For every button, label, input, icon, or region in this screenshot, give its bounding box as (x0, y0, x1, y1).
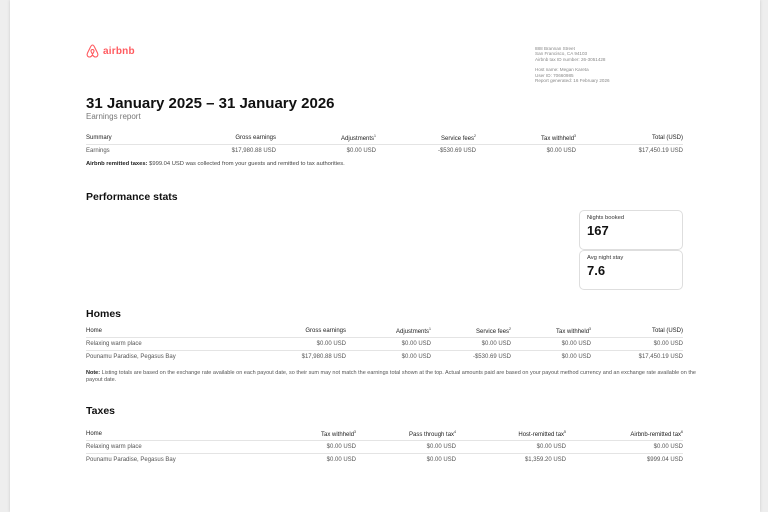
nights-booked-label: Nights booked (587, 215, 625, 221)
report-subtitle: Earnings report (86, 112, 141, 121)
avg-night-stay-label: Avg night stay (587, 255, 624, 261)
performance-title: Performance stats (86, 191, 178, 203)
table-cell: Relaxing warm place (86, 337, 236, 350)
table-cell: $0.00 USD (426, 456, 456, 463)
table-cell: $0.00 USD (401, 353, 431, 360)
taxes-col-header: Pass through tax$^4$ (356, 428, 456, 440)
table-cell: Relaxing warm place (86, 440, 256, 453)
summary-table (86, 132, 683, 157)
homes-col-header: Total (USD) (591, 325, 683, 337)
nights-booked-card (579, 210, 683, 250)
homes-note (86, 370, 696, 383)
host-name: Host name: Megan Kareta (535, 67, 589, 73)
table-row (86, 453, 683, 466)
airbnb-logo (86, 44, 135, 58)
report-generated: Report generated: 16 February 2026 (535, 78, 610, 84)
summary-col-header: Summary (86, 132, 166, 144)
table-cell: $0.00 USD (236, 337, 346, 350)
homes-table (86, 325, 683, 363)
table-row (86, 440, 683, 453)
table-cell: $999.04 USD (646, 456, 683, 463)
homes-header-row (86, 325, 683, 337)
summary-col-header: Tax withheld$^3$ (476, 132, 576, 144)
brand-name: airbnb (103, 45, 135, 57)
taxes-col-header: Home (86, 428, 256, 440)
table-cell: -$530.69 USD (472, 353, 511, 360)
table-cell: Earnings (86, 147, 110, 154)
table-row (86, 350, 683, 363)
tax-id: Airbnb tax ID number: 26-3051428 (535, 56, 606, 62)
summary-col-header: Adjustments$^1$ (276, 132, 376, 144)
homes-col-header: Service fees$^2$ (431, 325, 511, 337)
homes-col-header: Home (86, 325, 236, 337)
taxes-col-header: Airbnb-remitted tax$^6$ (566, 428, 683, 440)
table-cell: $0.00 USD (346, 147, 376, 154)
table-cell: $17,980.88 USD (231, 147, 276, 154)
taxes-col-header: Tax withheld$^3$ (256, 428, 356, 440)
address-line1: 888 Brannan Street (535, 46, 575, 51)
table-cell: Pounamu Paradise, Pegasus Bay (86, 456, 176, 463)
table-row (86, 144, 683, 157)
homes-col-header: Adjustments$^1$ (346, 325, 431, 337)
taxes-title: Taxes (86, 405, 115, 417)
summary-col-header: Service fees$^2$ (376, 132, 476, 144)
avg-night-stay-card (579, 250, 683, 290)
table-cell: $0.00 USD (456, 440, 566, 453)
table-cell: -$530.69 USD (437, 147, 476, 154)
airbnb-logo-icon (86, 44, 99, 58)
nights-booked-value: 167 (587, 223, 609, 238)
note-text: Listing totals are based on the exchange rate available on each payout date, so their sum may not match the earnings total shown at the top. Actual amounts paid are based on your payout method currency and an exchange rate available on the payout date. (86, 370, 696, 383)
table-cell: Pounamu Paradise, Pegasus Bay (86, 353, 176, 360)
table-cell: $17,980.88 USD (301, 353, 346, 360)
homes-title: Homes (86, 308, 122, 320)
address-line2: San Francisco, CA 94103 (535, 51, 588, 57)
summary-col-header: Total (USD) (576, 132, 683, 144)
table-cell: $0.00 USD (566, 440, 683, 453)
table-cell: $0.00 USD (431, 337, 511, 350)
taxes-header-row (86, 428, 683, 440)
avg-night-stay-value: 7.6 (587, 263, 606, 278)
table-cell: $0.00 USD (346, 337, 431, 350)
table-cell: $0.00 USD (326, 456, 356, 463)
report-page (10, 0, 760, 512)
note-label: Note: (86, 370, 101, 376)
summary-col-header: Gross earnings (166, 132, 276, 144)
remitted-taxes-text: $999.04 USD was collected from your guests and remitted to tax authorities. (149, 161, 345, 167)
user-id: User ID: 70660985 (535, 72, 574, 78)
table-cell: $0.00 USD (591, 337, 683, 350)
table-cell: $0.00 USD (356, 440, 456, 453)
taxes-col-header: Host-remitted tax$^5$ (456, 428, 566, 440)
summary-header-row (86, 132, 683, 144)
homes-col-header: Tax withheld$^3$ (511, 325, 591, 337)
host-info (535, 46, 610, 83)
table-row (86, 337, 683, 350)
remitted-taxes-line (86, 161, 345, 167)
report-title: 31 January 2025 – 31 January 2026 (86, 95, 335, 112)
table-cell: $17,450.19 USD (638, 353, 683, 360)
table-cell: $0.00 USD (256, 440, 356, 453)
taxes-table (86, 428, 683, 466)
remitted-taxes-label: Airbnb remitted taxes: (86, 161, 148, 167)
table-cell: $17,450.19 USD (638, 147, 683, 154)
table-cell: $0.00 USD (561, 353, 591, 360)
homes-col-header: Gross earnings (236, 325, 346, 337)
table-cell: $0.00 USD (511, 337, 591, 350)
table-cell: $1,359.20 USD (524, 456, 566, 463)
table-cell: $0.00 USD (546, 147, 576, 154)
